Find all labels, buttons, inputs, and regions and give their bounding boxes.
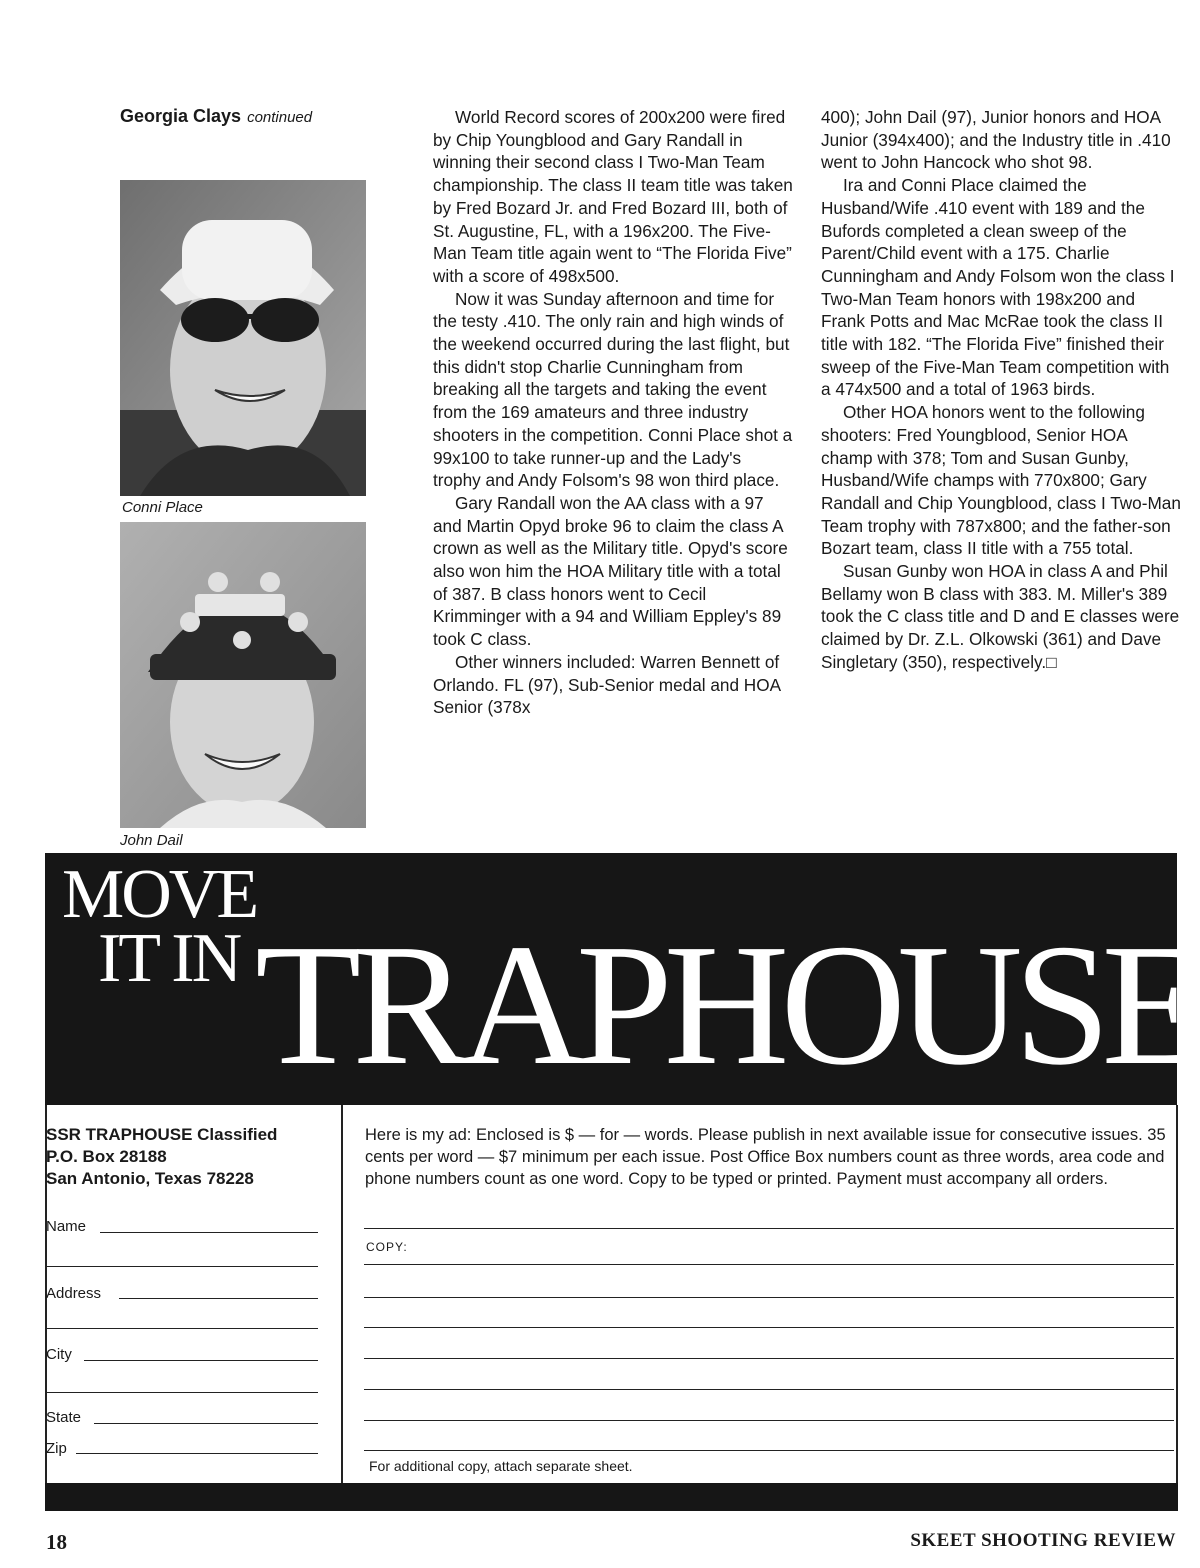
form-divider (341, 1105, 343, 1485)
article-paragraph: Other HOA honors went to the following shooters: Fred Youngblood, Senior HOA champ with 378; Tom and Susan Gunby, Husband/Wife champs with 770x800; Gary Randall and Chip Youngblood, class I Two-Man Team trophy with 787x800; and the father-son Bozart team, class II title with a 755 total. (821, 402, 1181, 559)
ad-instructions: Here is my ad: Enclosed is $ — for — words. Please publish in next available issue for consecutive issues. 35 cents per word — $7 minimum per each issue. Post Office Box numbers count as three words, area code and phone numbers count as one word. Copy to be typed or printed. Payment must accompany all orders. (365, 1126, 1166, 1188)
copy-line[interactable] (364, 1297, 1174, 1298)
city-field-label: City (46, 1346, 72, 1363)
photo-caption: Conni Place (122, 499, 203, 516)
continued-label: continued (247, 109, 313, 126)
photo-conni-place (120, 180, 366, 496)
article-paragraph: Ira and Conni Place claimed the Husband/Wife .410 event with 189 and the Bufords completed a clean sweep of the Parent/Child event with a 175. Charlie Cunningham and Andy Folsom won the class I Two-Man Team honors with 198x200 and Frank Potts and Mac McRae took the class II title with 182. “The Florida Five” finished their sweep of the Five-Man Team competition with a 474x500 and a total of 1963 birds. (821, 175, 1175, 400)
name-field[interactable] (100, 1232, 318, 1233)
article-paragraph: Now it was Sunday afternoon and time for the testy .410. The only rain and high winds of the weekend occurred during the last flight, but this didn't stop Charlie Cunningham from breaking all the targets and taking the event from the 169 amateurs and three industry shooters in the competition. Conni Place shot a 99x100 to take runner-up and the Lady's trophy and Andy Folsom's 98 won third place. (433, 288, 793, 491)
copy-footnote: For additional copy, attach separate sheet. (369, 1458, 633, 1474)
page-number: 18 (46, 1530, 67, 1554)
section-title (120, 106, 312, 127)
address-field-line-2[interactable] (46, 1328, 318, 1329)
copy-line[interactable] (364, 1420, 1174, 1421)
copy-line[interactable] (364, 1450, 1174, 1451)
copy-line[interactable] (364, 1327, 1174, 1328)
mailing-address (46, 1124, 277, 1190)
photo-caption: John Dail (120, 832, 183, 849)
photo-john-dail (120, 522, 366, 828)
state-field-label: State (46, 1409, 82, 1426)
zip-field-label: Zip (46, 1440, 67, 1457)
article-paragraph: Other winners included: Warren Bennett of Orlando. FL (97), Sub-Senior medal and HOA Senior (378x (433, 651, 781, 718)
copy-label: COPY: (366, 1240, 408, 1254)
article-paragraph: 400); John Dail (97), Junior honors and HOA Junior (394x400); and the Industry title in .410 went to John Hancock who shot 98. (821, 107, 1171, 173)
address-field[interactable] (119, 1298, 318, 1299)
article-column-2 (821, 106, 1181, 674)
copy-line[interactable] (364, 1358, 1174, 1359)
state-field[interactable] (94, 1423, 318, 1424)
name-field-line-2[interactable] (46, 1266, 318, 1267)
copy-line[interactable] (364, 1389, 1174, 1390)
article-paragraph: Gary Randall won the AA class with a 97 and Martin Opyd broke 96 to claim the class A crown as well as the Military title. Opyd's score also won him the HOA Military title with a total of 387. B class honors went to Cecil Krimminger with a 94 and William Eppley's 89 took C class. (433, 492, 788, 650)
article-column-1 (433, 106, 793, 719)
form-border-right (1176, 1105, 1178, 1485)
magazine-title: SKEET SHOOTING REVIEW (910, 1530, 1176, 1551)
address-line: P.O. Box 28188 (46, 1147, 167, 1166)
copy-line[interactable] (364, 1228, 1174, 1229)
city-field[interactable] (84, 1360, 318, 1361)
banner-line-move: MOVE (62, 856, 257, 933)
banner-line-it-in: IT IN (98, 920, 240, 997)
article-paragraph: Susan Gunby won HOA in class A and Phil Bellamy won B class with 383. M. Miller's 389 took the C class title and D and E classes were claimed by Dr. Z.L. Olkowski (361) and Dave Singletary (350), respectively.□ (821, 561, 1180, 672)
address-line: SSR TRAPHOUSE Classified (46, 1125, 278, 1144)
zip-field[interactable] (76, 1453, 318, 1454)
copy-line[interactable] (364, 1264, 1174, 1265)
article-paragraph: World Record scores of 200x200 were fired by Chip Youngblood and Gary Randall in winning their second class I Two-Man Team championship. The class II team title was taken by Fred Bozard Jr. and Fred Bozard III, both of St. Augustine, FL, with a 196x200. The Five-Man Team title again went to “The Florida Five” with a score of 498x500. (433, 107, 793, 286)
name-field-label: Name (46, 1218, 87, 1235)
banner-line-traphouse: TRAPHOUSE (255, 908, 1199, 1101)
city-field-line-2[interactable] (46, 1392, 318, 1393)
address-line: San Antonio, Texas 78228 (46, 1169, 254, 1188)
address-field-label: Address (46, 1285, 102, 1302)
section-title-text: Georgia Clays (120, 106, 242, 126)
form-bottom-bar (45, 1483, 1178, 1511)
